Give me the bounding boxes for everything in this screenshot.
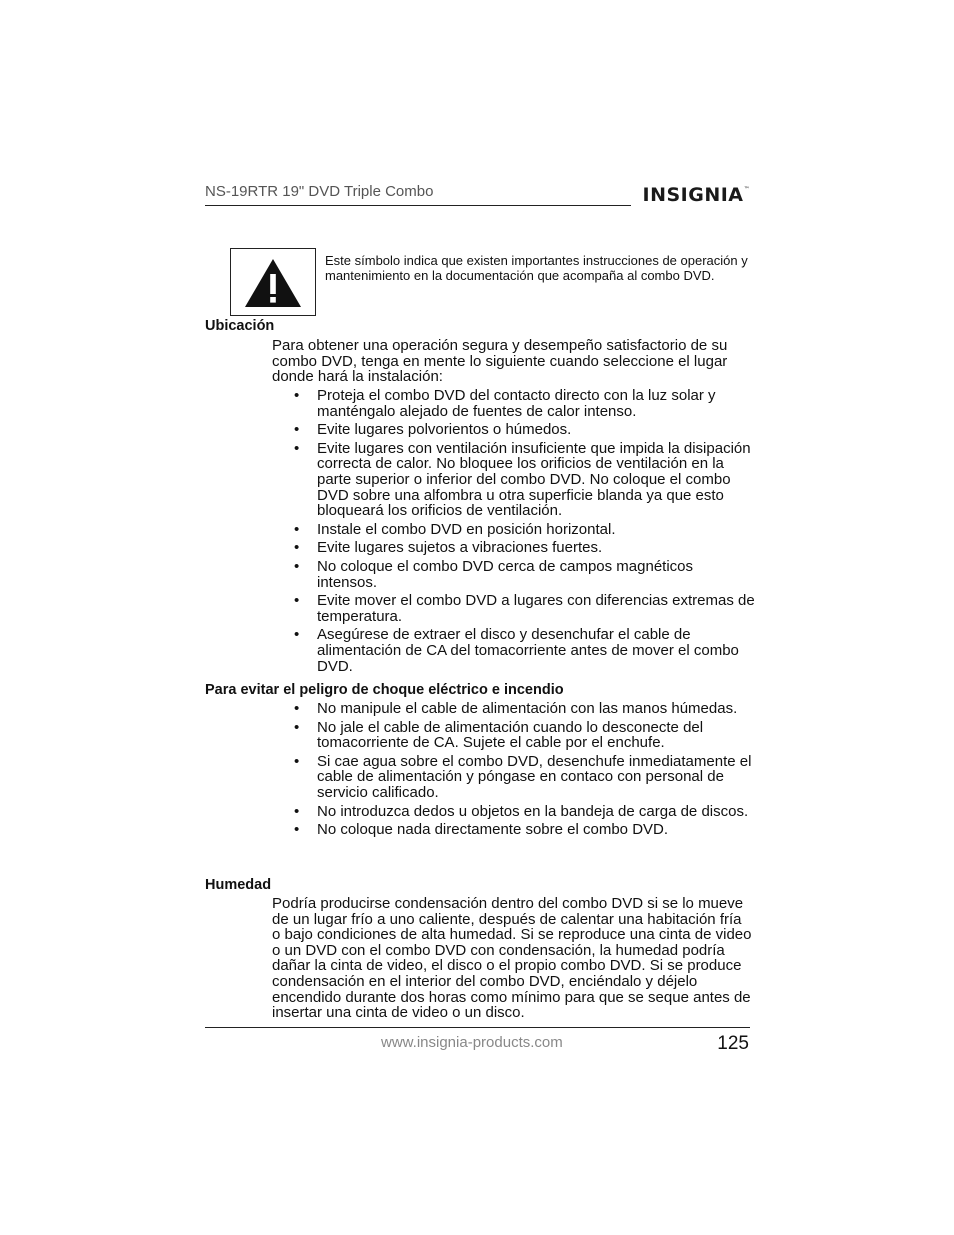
list-item: • No introduzca dedos u objetos en la bandeja de carga de discos. bbox=[317, 804, 757, 820]
list-item: • No coloque nada directamente sobre el combo DVD. bbox=[317, 822, 757, 838]
section-heading-electrico: Para evitar el peligro de choque eléctrico e incendio bbox=[205, 682, 564, 698]
warning-description: Este símbolo indica que existen importantes instrucciones de operación y mantenimiento en la documentación que acompaña al combo DVD. bbox=[325, 253, 748, 283]
trademark-mark: ™ bbox=[743, 186, 750, 193]
header-title: NS-19RTR 19" DVD Triple Combo bbox=[205, 183, 434, 200]
list-item: • No coloque el combo DVD cerca de campos magnéticos intensos. bbox=[317, 559, 757, 590]
section-heading-ubicacion: Ubicación bbox=[205, 318, 275, 334]
electrico-bullet-list bbox=[317, 701, 757, 841]
warning-triangle-icon bbox=[243, 257, 303, 309]
brand-logo bbox=[643, 184, 751, 206]
brand-logo-text: INSIGNIA bbox=[642, 184, 744, 206]
list-item: • No jale el cable de alimentación cuando lo desconecte del tomacorriente de CA. Sujete el cable por el enchufe. bbox=[317, 720, 757, 751]
warning-symbol-box bbox=[230, 248, 316, 316]
page-number: 125 bbox=[717, 1033, 749, 1054]
list-item: • Asegúrese de extraer el disco y desenchufar el cable de alimentación de CA del tomacorriente antes de mover el combo DVD. bbox=[317, 627, 757, 674]
ubicacion-bullet-list bbox=[317, 388, 757, 677]
humedad-paragraph: Podría producirse condensación dentro del combo DVD si se lo mueve de un lugar frío a uno caliente, después de calentar una habitación fría o bajo condiciones de alta humedad. Si se reproduce una cinta de video o un DVD con el combo DVD con condensación, la humedad podría dañar la cinta de video, el disco o el propio combo DVD. Si se produce condensación en el interior del combo DVD, enciéndalo y déjelo encendido durante dos horas como mínimo para que se seque antes de insertar una cinta de video o un disco. bbox=[272, 895, 752, 1022]
list-item: • Evite lugares polvorientos o húmedos. bbox=[317, 422, 757, 438]
list-item: • Evite mover el combo DVD a lugares con diferencias extremas de temperatura. bbox=[317, 593, 757, 624]
list-item: • Evite lugares con ventilación insuficiente que impida la disipación correcta de calor. No bloquee los orificios de ventilación en la parte superior o inferior del combo DVD. No coloque el combo DVD sobre una alfombra u otra superficie blanda ya que esto bloqueará los orificios de ventilación. bbox=[317, 441, 757, 519]
list-item: • Evite lugares sujetos a vibraciones fuertes. bbox=[317, 540, 757, 556]
footer-url: www.insignia-products.com bbox=[381, 1034, 563, 1051]
list-item: • Si cae agua sobre el combo DVD, desenchufe inmediatamente el cable de alimentación y póngase en contaco con personal de servicio calificado. bbox=[317, 754, 757, 801]
footer-rule bbox=[205, 1027, 750, 1028]
page-header bbox=[205, 181, 750, 211]
section-heading-humedad: Humedad bbox=[205, 877, 272, 893]
list-item: • Instale el combo DVD en posición horizontal. bbox=[317, 522, 757, 538]
ubicacion-intro: Para obtener una operación segura y desempeño satisfactorio de su combo DVD, tenga en mente lo siguiente cuando seleccione el lugar donde hará la instalación: bbox=[272, 337, 728, 386]
header-rule bbox=[205, 205, 631, 206]
list-item: • No manipule el cable de alimentación con las manos húmedas. bbox=[317, 701, 757, 717]
list-item: • Proteja el combo DVD del contacto directo con la luz solar y manténgalo alejado de fuentes de calor intenso. bbox=[317, 388, 757, 419]
